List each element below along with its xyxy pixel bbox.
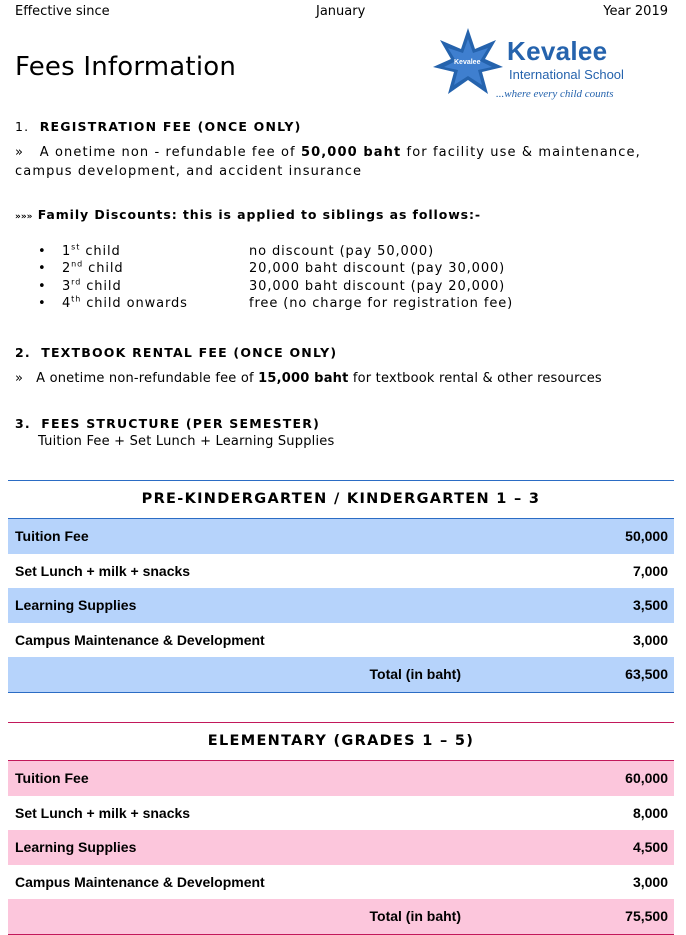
- table-title: PRE-KINDERGARTEN / KINDERGARTEN 1 – 3: [8, 480, 674, 518]
- elementary-fee-table: [8, 722, 674, 935]
- discount-value: no discount (pay 50,000): [249, 244, 435, 259]
- fee-label: Learning Supplies: [15, 597, 137, 614]
- discount-value: 30,000 baht discount (pay 20,000): [249, 279, 506, 294]
- fee-value: 7,000: [632, 562, 668, 579]
- table-row: [8, 623, 674, 658]
- logo-seal-text: Kevalee: [454, 59, 481, 66]
- table-row: [8, 796, 674, 831]
- bullet-marker: »: [15, 371, 24, 386]
- discount-marker: »»»: [15, 212, 33, 222]
- total-value: 63,500: [625, 666, 668, 683]
- section-number: 1.: [15, 119, 30, 134]
- section-number: 2.: [15, 345, 31, 360]
- table-row: [8, 830, 674, 865]
- registration-description: [15, 143, 675, 181]
- logo-name: Kevalee: [507, 36, 608, 66]
- fee-value: 50,000: [625, 528, 668, 544]
- fee-label: Set Lunch + milk + snacks: [15, 562, 191, 579]
- family-discounts-heading: [15, 207, 481, 222]
- registration-text-post: for facility use & maintenance, campus development, and accident insurance: [15, 145, 641, 179]
- table-total-row: [8, 657, 674, 693]
- table-title: ELEMENTARY (GRADES 1 – 5): [8, 722, 674, 760]
- table-row: [8, 760, 674, 796]
- fee-label: Tuition Fee: [15, 770, 89, 786]
- total-label: Total (in baht): [369, 666, 461, 683]
- total-label: Total (in baht): [369, 908, 461, 925]
- textbook-description: [15, 371, 602, 386]
- discount-value: 20,000 baht discount (pay 30,000): [249, 261, 506, 276]
- section-title: FEES STRUCTURE (PER SEMESTER): [41, 416, 320, 431]
- fee-label: Campus Maintenance & Development: [15, 873, 265, 890]
- registration-text-pre: A onetime non - refundable fee of: [39, 145, 301, 160]
- effective-month: January: [316, 4, 366, 19]
- fee-label: Tuition Fee: [15, 528, 89, 544]
- discount-value: free (no charge for registration fee): [249, 296, 514, 311]
- table-row: [8, 865, 674, 900]
- total-value: 75,500: [625, 908, 668, 925]
- logo-subtitle: International School: [509, 67, 624, 82]
- bullet-marker: »: [15, 145, 25, 160]
- header-bar: [15, 4, 668, 20]
- table-row: [8, 588, 674, 623]
- school-logo: [432, 27, 672, 109]
- page-title: Fees Information: [15, 52, 237, 82]
- effective-label: Effective since: [15, 4, 110, 19]
- section-title: TEXTBOOK RENTAL FEE (ONCE ONLY): [41, 345, 338, 360]
- registration-amount: 50,000 baht: [300, 145, 402, 160]
- fees-structure-subtitle: Tuition Fee + Set Lunch + Learning Supplies: [38, 434, 335, 449]
- textbook-text-pre: A onetime non-refundable fee of: [36, 371, 259, 386]
- discount-heading-text: Family Discounts: this is applied to siblings as follows:-: [37, 207, 482, 222]
- table-row: [8, 554, 674, 589]
- fee-value: 60,000: [625, 770, 668, 786]
- section-fees-structure-heading: [15, 416, 320, 431]
- section-number: 3.: [15, 416, 31, 431]
- fee-label: Set Lunch + milk + snacks: [15, 804, 191, 821]
- textbook-amount: 15,000 baht: [258, 371, 349, 386]
- fee-value: 3,000: [632, 631, 668, 648]
- fee-label: Learning Supplies: [15, 839, 137, 856]
- section-title: REGISTRATION FEE (ONCE ONLY): [39, 119, 302, 134]
- fee-label: Campus Maintenance & Development: [15, 631, 265, 648]
- kindergarten-fee-table: [8, 480, 674, 693]
- section-textbook-heading: [15, 345, 337, 360]
- table-total-row: [8, 899, 674, 935]
- table-row: [8, 518, 674, 554]
- textbook-text-post: for textbook rental & other resources: [348, 371, 602, 386]
- fee-value: 3,000: [632, 873, 668, 890]
- logo-tagline: ...where every child counts: [496, 88, 614, 100]
- section-registration-heading: [15, 119, 302, 134]
- fee-value: 8,000: [632, 804, 668, 821]
- fee-value: 3,500: [632, 597, 668, 614]
- effective-year: Year 2019: [603, 4, 668, 19]
- fee-value: 4,500: [632, 839, 668, 856]
